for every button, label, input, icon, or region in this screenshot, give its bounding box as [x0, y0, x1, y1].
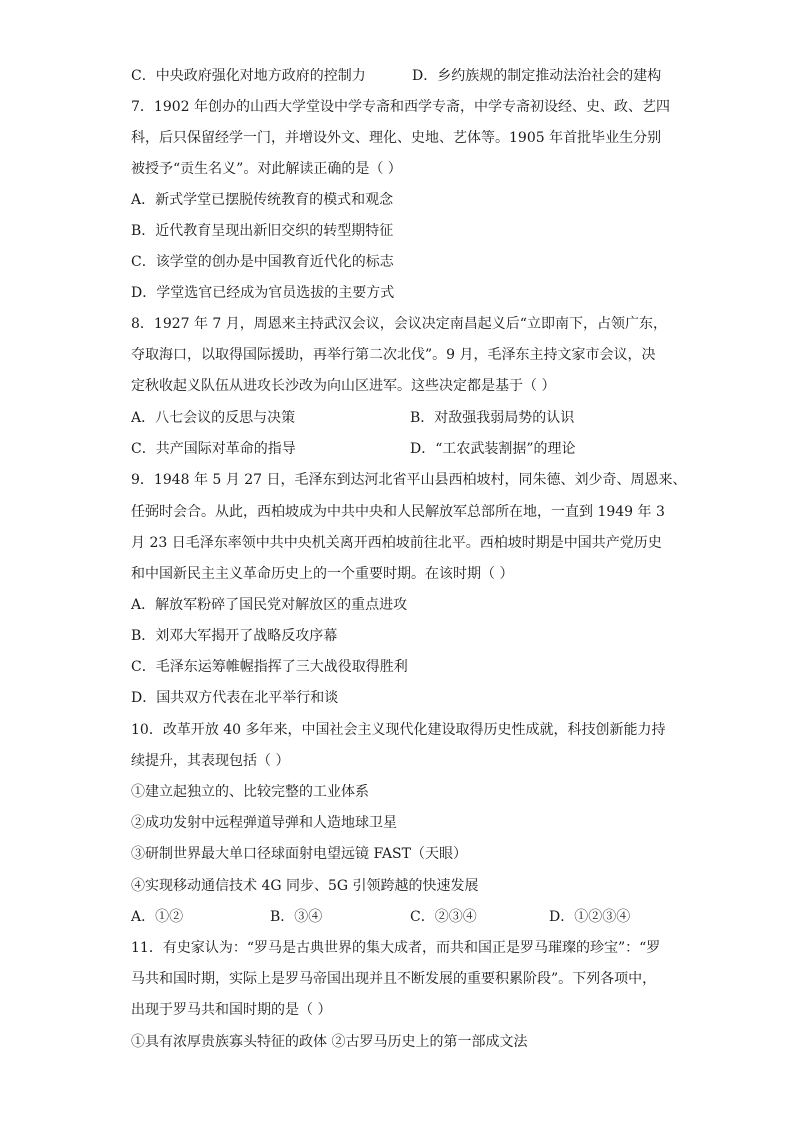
q11-items: ①具有浓厚贵族寡头特征的政体 ②古罗马历史上的第一部成文法 — [131, 1034, 528, 1050]
q10-item: ④实现移动通信技术 4G 同步、5G 引领跨越的快速发展 — [131, 878, 479, 894]
q11-stem-line: 马共和国时期，实际上是罗马帝国出现并且不断发展的重要积累阶段”。下列各项中， — [131, 971, 657, 987]
q7-option-b[interactable]: B．近代教育呈现出新旧交织的转型期特征 — [131, 223, 394, 239]
q11-stem-line: 出现于罗马共和国时期的是（ ） — [131, 1002, 332, 1018]
q9-stem-line: 月 23 日毛泽东率领中共中央机关离开西柏坡前往北平。西柏坡时期是中国共产党历史 — [131, 535, 662, 551]
q6-option-c[interactable]: C．中央政府强化对地方政府的控制力 — [131, 68, 366, 84]
q8-option-c[interactable]: C．共产国际对革命的指导 — [131, 441, 296, 457]
q9-option-d[interactable]: D．国共双方代表在北平举行和谈 — [131, 690, 339, 706]
q7-stem-line: 被授予“贡生名义”。对此解读正确的是（ ） — [131, 161, 402, 177]
q9-option-b[interactable]: B．刘邓大军揭开了战略反攻序幕 — [131, 628, 338, 644]
q9-option-c[interactable]: C．毛泽东运筹帷幄指挥了三大战役取得胜利 — [131, 659, 408, 675]
q7-stem-line: 科，后只保留经学一门，并增设外文、理化、史地、艺体等。1905 年首批毕业生分别 — [131, 130, 662, 146]
q8-option-d[interactable]: D．“工农武装割据”的理论 — [410, 441, 576, 457]
q10-option-c[interactable]: C．②③④ — [410, 909, 477, 925]
q10-item: ③研制世界最大单口径球面射电望远镜 FAST（天眼） — [131, 846, 467, 862]
q10-item: ①建立起独立的、比较完整的工业体系 — [131, 784, 369, 800]
q10-item: ②成功发射中远程弹道导弹和人造地球卫星 — [131, 815, 397, 831]
q8-option-a[interactable]: A．八七会议的反思与决策 — [131, 410, 296, 426]
q10-stem-line: 续提升，其表现包括（ ） — [131, 753, 290, 769]
q7-stem-line: 7．1902 年创办的山西大学堂设中学专斋和西学专斋，中学专斋初设经、史、政、艺四 — [131, 99, 670, 115]
q9-stem-line: 和中国新民主主义革命历史上的一个重要时期。在该时期（ ） — [131, 566, 514, 582]
q7-option-c[interactable]: C．该学堂的创办是中国教育近代化的标志 — [131, 254, 394, 270]
q8-option-b[interactable]: B．对敌强我弱局势的认识 — [410, 410, 575, 426]
q10-stem-line: 10．改革开放 40 多年来，中国社会主义现代化建设取得历史性成就，科技创新能力持 — [131, 722, 666, 738]
q11-stem-line: 11．有史家认为：“罗马是古典世界的集大成者，而共和国正是罗马璀璨的珍宝”：“罗 — [131, 940, 661, 956]
q7-option-a[interactable]: A．新式学堂已摆脱传统教育的模式和观念 — [131, 192, 394, 208]
q9-stem-line: 9．1948 年 5 月 27 日，毛泽东到达河北省平山县西柏坡村，同朱德、刘少奇、周恩来、 — [131, 472, 687, 488]
q8-stem-line: 定秋收起义队伍从进攻长沙改为向山区进军。这些决定都是基于（ ） — [131, 378, 556, 394]
q8-stem-line: 夺取海口，以取得国际援助，再举行第二次北伐”。9 月，毛泽东主持文家市会议，决 — [131, 347, 656, 363]
q10-option-a[interactable]: A．①② — [131, 909, 184, 925]
q8-stem-line: 8．1927 年 7 月，周恩来主持武汉会议，会议决定南昌起义后“立即南下，占领广东， — [131, 316, 667, 332]
q10-option-b[interactable]: B．③④ — [270, 909, 323, 925]
q9-stem-line: 任弼时会合。从此，西柏坡成为中共中央和人民解放军总部所在地，一直到 1949 年 3 — [131, 504, 665, 520]
q7-option-d[interactable]: D．学堂选官已经成为官员选拔的主要方式 — [131, 285, 395, 301]
q10-option-d[interactable]: D．①②③④ — [549, 909, 631, 925]
q9-option-a[interactable]: A．解放军粉碎了国民党对解放区的重点进攻 — [131, 597, 408, 613]
q6-option-d[interactable]: D．乡约族规的制定推动法治社会的建构 — [412, 68, 662, 84]
